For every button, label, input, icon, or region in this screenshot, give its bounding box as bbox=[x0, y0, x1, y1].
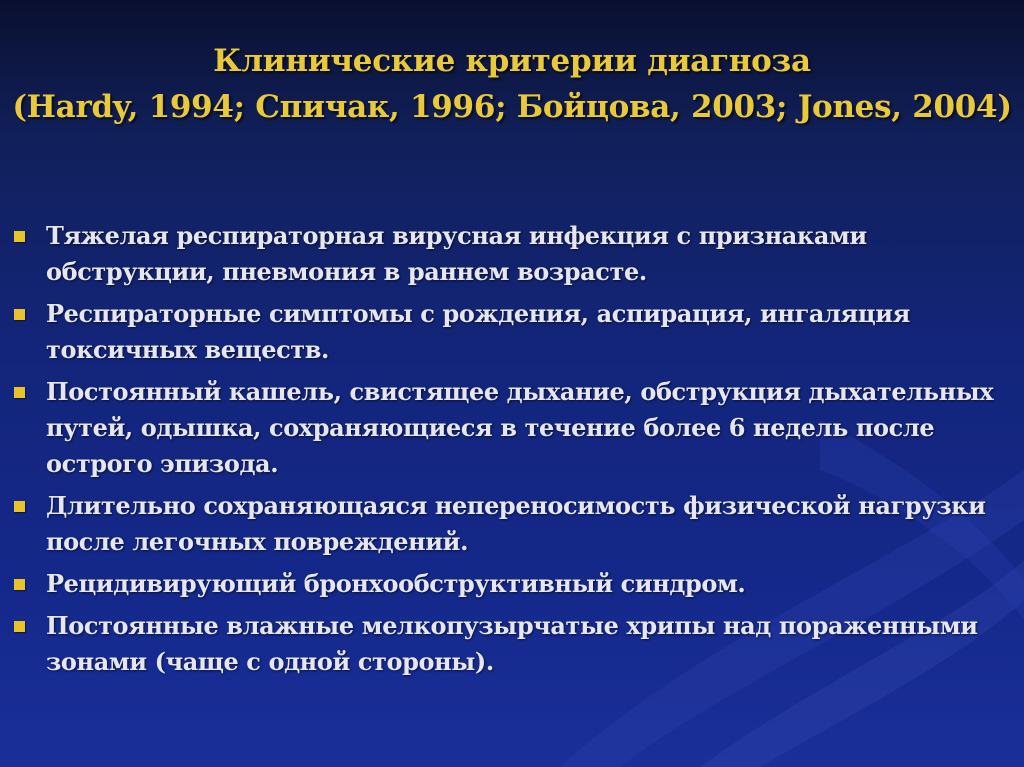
title-line-1: Клинические критерии диагноза bbox=[213, 43, 811, 79]
list-item bbox=[12, 218, 1012, 290]
slide-title bbox=[0, 38, 1024, 130]
list-item bbox=[12, 374, 1012, 482]
list-item-text: Тяжелая респираторная вирусная инфекция с признаками обструкции, пневмония в раннем возрасте. bbox=[46, 221, 867, 286]
list-item bbox=[12, 608, 1012, 680]
square-bullet-icon bbox=[14, 309, 25, 320]
square-bullet-icon bbox=[14, 231, 25, 242]
list-item-text: Респираторные симптомы с рождения, аспирация, ингаляция токсичных веществ. bbox=[46, 299, 910, 364]
list-item bbox=[12, 566, 1012, 602]
list-item-text: Постоянные влажные мелкопузырчатые хрипы над пораженными зонами (чаще с одной стороны). bbox=[46, 611, 978, 676]
list-item bbox=[12, 488, 1012, 560]
list-item-text: Постоянный кашель, свистящее дыхание, обструкция дыхательных путей, одышка, сохраняющиеся в течение более 6 недель после острого эпизода. bbox=[46, 377, 994, 478]
square-bullet-icon bbox=[14, 501, 25, 512]
square-bullet-icon bbox=[14, 621, 25, 632]
square-bullet-icon bbox=[14, 387, 25, 398]
square-bullet-icon bbox=[14, 579, 25, 590]
list-item-text: Длительно сохраняющаяся непереносимость физической нагрузки после легочных повреждений. bbox=[46, 491, 986, 556]
criteria-list bbox=[12, 218, 1012, 686]
list-item-text: Рецидивирующий бронхообструктивный синдром. bbox=[46, 569, 746, 598]
title-line-2: (Hardy, 1994; Спичак, 1996; Бойцова, 2003; Jones, 2004) bbox=[12, 89, 1012, 125]
list-item bbox=[12, 296, 1012, 368]
